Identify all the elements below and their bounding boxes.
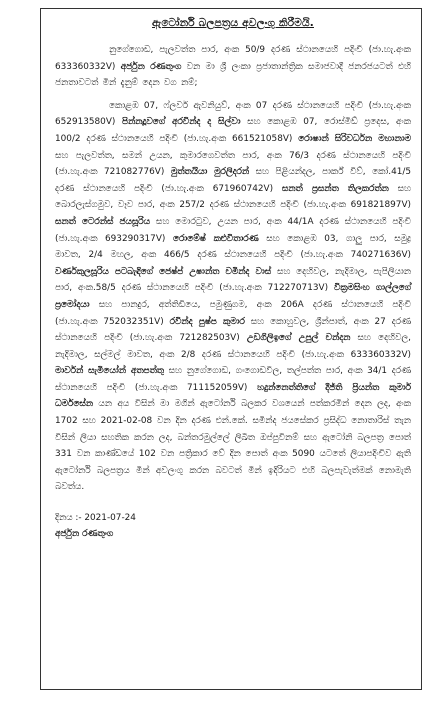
bold-name: උඩගිලිඉගේ උපුල් චන්දන xyxy=(246,333,351,344)
text-run: සහ කොහුවල, ශ්‍රීන්පාත්, අංක 27 දරණ ස්ථානයෙහි පදිංචි (ජා.හැ.අංක 721282503V) xyxy=(55,316,411,344)
text-run: සහ පැලවත්ත, සමන් උයන, කුමාරගෙවත්ත පාර, අංක 76/3 දරණ ස්ථානයෙහි පදිංචි (ජා.හැ.අංක 721082776V) xyxy=(55,150,411,178)
text-run: සහ නුගේගොඩ, ගංගොඩවිල, තල්පත්ත පාර, අංක 34/1 දරණ ස්ථානයෙහි පදිංචි (ජා.හැ.අංක 711152059V) xyxy=(55,366,411,393)
signatory-name: අර්ජුන රණතුංග xyxy=(55,529,114,540)
bold-name: සනත් ටෙරන්ස් ජයසූරිය xyxy=(55,216,151,227)
notice-title: ඇටෝර්නි බලපත්‍රය අවලංගු කිරීමයි. xyxy=(152,17,314,29)
text-run: සහ දෙහිවල, නැදිමාල, සල්මල් මාවත, අංක 2/8 දරණ ස්ථානයෙහි පදිංචි (ජා.හැ.අංක 633360332V) xyxy=(55,333,411,360)
bold-name: සනත් ප්‍රසන්ත තිලකරත්න xyxy=(281,183,389,194)
text-run: යන අය විසින් මා මගින් ඇටෝර්නි බලකර වශයෙන් පත්කරමින් දෙන ලද, අංක 1702 සහ 2021-02-08 වන දින දරණ එන්.කේ. සමින්ද ජයසේකර ප්‍රසිද්ධ නොතාරිස් තැන විසින් ලියා සහතික කරන ලද, බන්තරමුල්ලේ ලිඛිත ඔප්පුවිනම් සහ ඇටෝනි බලපත්‍ර පොත් 331 වන කාණ්ඩයේ 102 වන පත්‍රිකාර වේ දින පොත් අංක 5090 යටතේ ලියාපදිංචිව ඇති ඇටෝර්නි බලපත්‍රය මින් අවලංගු කරන බවටත් මින් ඉදිරියට එහි බලපැවැත්මක් නොමැති බවත්ය. xyxy=(55,399,411,493)
text-run: කොළඹ 07, ෆ්ලවර් ඇවනියුව්, අංක 07 දරණ ස්ථානයෙහි පදිංචි (ජා.හැ.අංක 652913580V) xyxy=(55,100,411,128)
text-run: වන මා ශ්‍රී ලංකා ප්‍රජාතාන්ත්‍රික සමාජවාදී ජනරජයටත් එහි ජනතාවටත් මින් දැනුම් දෙන වග නම්; xyxy=(55,61,411,89)
bold-name: හදුන්නෙත්තිගේ දීජ්ති ප්‍රියන්ත කුමාර් ධර්මසේන xyxy=(55,382,411,410)
text-run: නුගේගොඩ, පැලවත්ත පාර, අංක 50/9 දරණ ස්ථානයෙහි පදිංචි (ජා.හැ.අංක 633360332V) xyxy=(55,45,411,72)
intro-paragraph xyxy=(55,42,411,92)
body-paragraph xyxy=(55,98,411,496)
text-run: සහ මොරටුව, උයන පාර, අංක 44/1A දරණ ස්ථානයෙහි පදිංචි (ජා.හැ.අංක 693290317V) xyxy=(55,216,412,244)
bold-name: මුත්තයියා මුරලිදරන් xyxy=(170,167,250,178)
notice-date: දිනය :- 2021-07-24 xyxy=(55,513,136,524)
text-run: සහ කොළඹ 07, රොස්මිඩ් ප්‍රදෙස, අංක 100/2 දරණ ස්ථානයෙහි පදිංචි (ජා.හැ.අංක 661521058V) xyxy=(55,117,411,144)
bold-name: මාර්වන් සැමියෝන් අතපත්තු xyxy=(55,366,164,377)
notice-footer xyxy=(55,510,411,542)
text-run: සහ කොළඹ 03, ගාලු පාර, සමුද්‍ර මාවත, 2/4 මහල, අංක 466/5 දරණ ස්ථානයෙහි පදිංචි (ජා.හැ.අංක 740271636V) xyxy=(55,233,411,261)
bold-name: රොෂාන් සිරිවර්ධන මහානාම xyxy=(298,133,411,144)
bold-name: අර්ජුන රණතුංග xyxy=(120,61,182,72)
bold-name: පින්නදූවගේ අරවින්ද ද සිල්වා xyxy=(121,117,241,128)
text-run: සහ බොරලැස්ගමුව, වෑව පාර, අංක 257/2 දරණ ස්ථානයෙහි පදිංචි (ජා.හැ.අංක 691821897V) xyxy=(55,183,412,211)
bold-name: රොමේෂ් කළුවිතාරණ xyxy=(172,233,259,244)
bold-name: රවින්ද පුෂ්ප කුමාර xyxy=(169,316,245,327)
text-run: සහ දෙහිවල, නැදිමාල, පැපිලියාන පාර, අංක.58/5 දරණ ස්ථානයෙහි පදිංචි (ජා.හැ.අංක 712270713V) xyxy=(55,266,412,294)
bold-name: වික්‍රමසිංහ ගාල්ලගේ ප්‍රමෝදයා xyxy=(55,283,411,310)
text-run: සහ පානදුර, අත්තිඩියෙ, පමුණුගම, අංක 206A දරණ ස්ථානයෙහි පදිංචි (ජා.හැ.අංක 752032351V) xyxy=(55,299,411,327)
text-run: සහ පිළියන්දල, පාර්ක් විව්, කෝ.41/5 දරණ ස්ථානයෙහි පදිංචි (ජා.හැ.අංක 671960742V) xyxy=(55,167,412,194)
notice-box xyxy=(40,8,422,690)
bold-name: වර්ණකුලසූරිය පටබැඳිගේ ජෙෂ්ප් උෂාන්ත චමින්ද වාස් xyxy=(55,266,272,277)
